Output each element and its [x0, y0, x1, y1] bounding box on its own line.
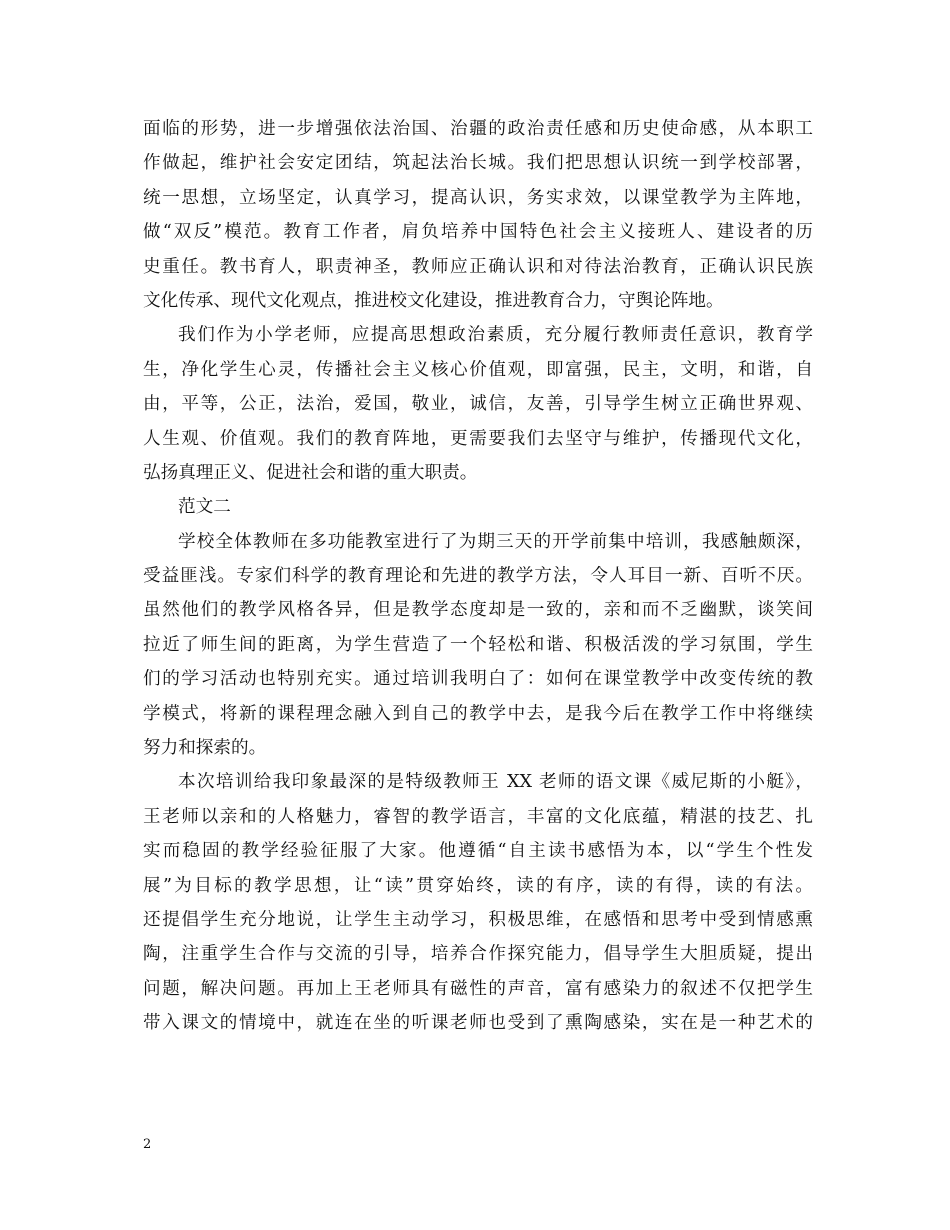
- text-line: 作做起，维护社会安定团结，筑起法治长城。我们把思想认识统一到学校部署，: [143, 153, 813, 174]
- document-body: [143, 112, 813, 1041]
- text-line: 史重任。教书育人，职责神圣，教师应正确认识和对待法治教育，正确认识民族: [143, 256, 813, 277]
- text-line: 做“双反”模范。教育工作者，肩负培养中国特色社会主义接班人、建设者的历: [143, 222, 813, 243]
- text-line: 统一思想，立场坚定，认真学习，提高认识，务实求效，以课堂教学为主阵地，: [143, 187, 813, 208]
- text-line: 还提倡学生充分地说，让学生主动学习，积极思维，在感悟和思考中受到情感熏: [143, 909, 813, 930]
- text-line: 问题，解决问题。再加上王老师具有磁性的声音，富有感染力的叙述不仅把学生: [143, 978, 813, 999]
- text-line: 学模式，将新的课程理念融入到自己的教学中去，是我今后在教学工作中将继续: [143, 703, 813, 724]
- text-line: 范文二: [178, 497, 231, 518]
- text-line: 们的学习活动也特别充实。通过培训我明白了：如何在课堂教学中改变传统的教: [143, 669, 813, 690]
- text-line: 由，平等，公正，法治，爱国，敬业，诚信，友善，引导学生树立正确世界观、: [143, 394, 813, 415]
- text-line: 努力和探索的。: [143, 738, 267, 759]
- text-line: 展”为目标的教学思想，让“读”贯穿始终，读的有序，读的有得，读的有法。: [143, 875, 813, 896]
- text-line: 实而稳固的教学经验征服了大家。他遵循“自主读书感悟为本，以“学生个性发: [143, 841, 813, 862]
- text-line: 受益匪浅。专家们科学的教育理论和先进的教学方法，令人耳目一新、百听不厌。: [143, 566, 813, 587]
- text-line: 拉近了师生间的距离，为学生营造了一个轻松和谐、积极活泼的学习氛围，学生: [143, 634, 813, 655]
- text-line: 文化传承、现代文化观点，推进校文化建设，推进教育合力，守舆论阵地。: [143, 290, 724, 311]
- text-line: 人生观、价值观。我们的教育阵地，更需要我们去坚守与维护，传播现代文化，: [143, 428, 813, 449]
- text-line: 学校全体教师在多功能教室进行了为期三天的开学前集中培训，我感触颇深，: [178, 531, 813, 552]
- text-line: 虽然他们的教学风格各异，但是教学态度却是一致的，亲和而不乏幽默，谈笑间: [143, 600, 813, 621]
- text-line: 弘扬真理正义、促进社会和谐的重大职责。: [143, 462, 478, 483]
- text-line: 本次培训给我印象最深的是特级教师王 XX 老师的语文课《威尼斯的小艇》，: [178, 772, 813, 793]
- text-line: 带入课文的情境中，就连在坐的听课老师也受到了熏陶感染，实在是一种艺术的: [143, 1013, 813, 1034]
- page-number: 2: [143, 1137, 152, 1152]
- text-line: 王老师以亲和的人格魅力，睿智的教学语言，丰富的文化底蕴，精湛的技艺、扎: [143, 806, 813, 827]
- text-line: 我们作为小学老师，应提高思想政治素质，充分履行教师责任意识，教育学: [178, 325, 813, 346]
- text-line: 陶，注重学生合作与交流的引导，培养合作探究能力，倡导学生大胆质疑，提出: [143, 944, 813, 965]
- text-line: 面临的形势，进一步增强依法治国、治疆的政治责任感和历史使命感，从本职工: [143, 119, 813, 139]
- text-line: 生，净化学生心灵，传播社会主义核心价值观，即富强，民主，文明，和谐，自: [143, 359, 813, 380]
